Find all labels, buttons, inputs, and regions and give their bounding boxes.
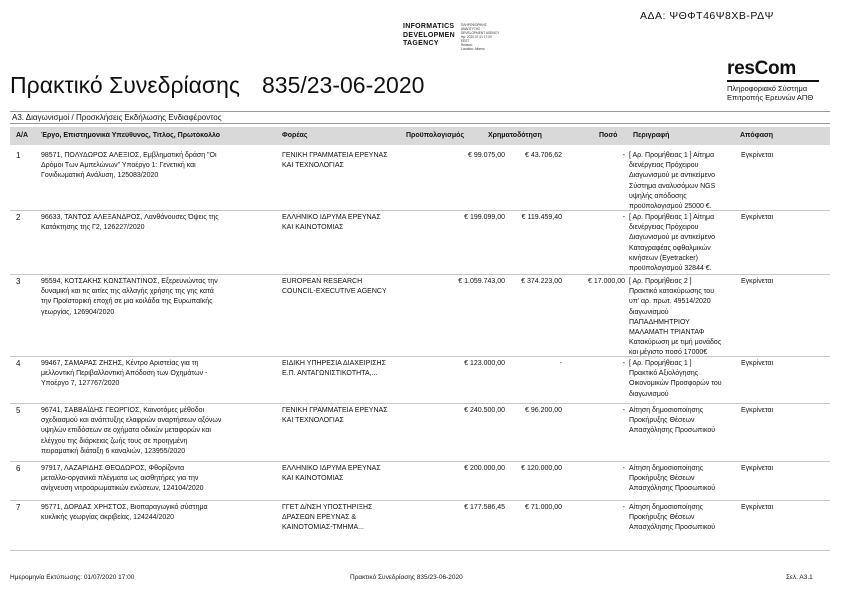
description-line: Προκήρυξης Θέσεων: [629, 514, 695, 522]
description-line: διαγωνισμού: [629, 308, 669, 316]
section-title: Α3. Διαγωνισμοί / Προσκλήσεις Εκδήλωσης Ενδιαφέροντος: [10, 111, 830, 124]
project-title-line: πειραματική διάταξη 6 καναλιών, 123955/2020: [41, 447, 186, 455]
funding-entity: [282, 151, 417, 171]
project-title-line: 96741, ΣΑΒΒΑΪΔΗΣ ΓΕΩΡΓΙΟΣ, Καινοτόμες μέθοδοι: [41, 407, 205, 414]
description-line: προϋπολογισμού 32844 €.: [629, 265, 712, 273]
project-title-line: Γονιδιωματική Ανάλυση, 125083/2020: [41, 172, 159, 180]
project-title: [41, 464, 271, 495]
project-title-line: γεωργίας, 126904/2020: [41, 308, 115, 316]
funding-entity-line: ΚΑΙΝΟΤΟΜΙΑΣ-ΤΜΗΜΑ...: [282, 524, 364, 532]
description-line: και μέγιστο ποσό 17000€: [629, 349, 708, 357]
decision-value: Εγκρίνεται: [741, 214, 774, 221]
funding-entity-line: ΕΙΔΙΚΗ ΥΠΗΡΕΣΙΑ ΔΙΑΧΕΙΡΙΣΗΣ: [282, 360, 386, 367]
project-title-line: 96633, ΤΑΝΤΟΣ ΑΛΕΞΑΝΔΡΟΣ, Λανθάνουσες Όψεις της: [41, 214, 219, 221]
project-title-line: μελλοντική Περιβαλλοντική Απόδοση των Οχημάτων -: [41, 370, 208, 378]
description-line: ΠΑΠΑΔΗΜΗΤΡΙΟΥ: [629, 318, 690, 326]
description-line: προϋπολογισμού 25000 €.: [629, 203, 712, 211]
row-number: 4: [16, 359, 21, 368]
funding-entity: [282, 464, 417, 484]
project-title-line: 97917, ΛΑΖΑΡΙΔΗΣ ΘΕΟΔΩΡΟΣ, Φθορίζοντα: [41, 465, 185, 472]
funding-entity-line: ΚΑΙ ΚΑΙΝΟΤΟΜΙΑΣ: [282, 224, 344, 232]
signature-line: ΠΛΗΡΟΦΟΡΙΚΗΣ: [461, 23, 487, 27]
description-line: Αίτηση δημοσιοποίησης: [629, 465, 704, 472]
project-title: [41, 151, 271, 182]
table-row: [10, 210, 830, 275]
col-decision: Απόφαση: [740, 132, 774, 139]
description-line: Προκήρυξης Θέσεων: [629, 417, 695, 425]
project-title-line: την Προϊστορική εποχή σε μια κοιλάδα της Ευρωπαϊκής: [41, 298, 213, 306]
signature-line: Ημ: 2020.07.01 17:00: [461, 35, 492, 39]
budget-value: € 240.500,00: [464, 407, 505, 414]
col-budget: Προϋπολογισμός: [406, 132, 465, 139]
row-number: 3: [16, 277, 21, 286]
org-line: INFORMATICS: [403, 23, 455, 30]
financing-value: € 374.223,00: [521, 278, 562, 285]
footer-meeting: Πρακτικό Συνεδρίασης 835/23-06-2020: [350, 574, 463, 581]
description-line: Απασχόλησης Προσωπικού: [629, 427, 716, 435]
decision-value: Εγκρίνεται: [741, 504, 774, 511]
decision-value: Εγκρίνεται: [741, 465, 774, 472]
logo-subtitle: [727, 85, 813, 102]
description-line: Απασχόλησης Προσωπικού: [629, 485, 716, 493]
description-line: Καταγραφέας οφθαλμικών: [629, 244, 711, 252]
funding-entity-line: ΕΛΛΗΝΙΚΟ ΙΔΡΥΜΑ ΕΡΕΥΝΑΣ: [282, 214, 381, 221]
page-title: [10, 72, 424, 99]
funding-entity-line: COUNCIL-EXECUTIVE AGENCY: [282, 288, 387, 296]
amount-value: -: [622, 360, 625, 367]
logo-sub-line: Πληροφοριακό Σύστημα: [727, 84, 808, 93]
col-aa: Α/Α: [16, 132, 29, 139]
project-title-line: 99467, ΣΑΜΑΡΑΣ ΖΗΣΗΣ, Κέντρο Αριστείας για τη: [41, 360, 199, 367]
description-line: Αίτηση δημοσιοποίησης: [629, 407, 704, 414]
financing-value: € 119.459,40: [521, 214, 562, 221]
project-title-line: ελέγχου της διάρκειας ζωής τους σε προηγμένη: [41, 437, 188, 445]
org-line: TAGENCY: [403, 40, 439, 47]
budget-value: € 99.075,00: [468, 152, 505, 159]
funding-entity: [282, 503, 417, 534]
amount-value: -: [622, 152, 625, 159]
table-row: [10, 274, 830, 357]
financing-value: € 43.706,62: [525, 152, 562, 159]
project-title: [41, 503, 271, 523]
project-title-line: κυκλικής γεωργίας ακριβείας, 124244/2020: [41, 514, 175, 522]
budget-value: € 1.059.743,00: [458, 278, 505, 285]
funding-entity-line: Ε.Π. ΑΝΤΑΓΩΝΙΣΤΙΚΟΤΗΤΑ,...: [282, 370, 378, 378]
funding-entity-line: EUROPEAN RESEARCH: [282, 278, 363, 285]
col-amount: Ποσό: [599, 132, 618, 139]
description-line: Απασχόλησης Προσωπικού: [629, 524, 716, 532]
amount-value: -: [622, 407, 625, 414]
table-row: [10, 461, 830, 501]
project-title-line: 95594, ΚΟΤΣΑΚΗΣ ΚΩΝΣΤΑΝΤΙΝΟΣ, Εξερευνώντας την: [41, 278, 218, 285]
budget-value: € 177.586,45: [464, 504, 505, 511]
description-line: Οικονομικών Προσφορών του: [629, 380, 722, 388]
amount-value: -: [622, 214, 625, 221]
description: [629, 213, 739, 274]
meeting-number: 835/23-06-2020: [262, 72, 425, 98]
description-line: διενέργειας Πρόχειρου: [629, 162, 699, 170]
description-line: Διαγωνισμού με αντικείμενο: [629, 172, 716, 180]
amount-value: -: [622, 504, 625, 511]
description-line: κινήσεων (Eyetracker): [629, 254, 698, 262]
project-title-line: μεταλλο-οργανικά πλέγματα ως αισθητήρες για την: [41, 475, 199, 483]
row-number: 7: [16, 503, 21, 512]
signature-line: DEVELOPMENT AGENCY: [461, 31, 500, 35]
funding-entity-line: ΔΡΑΣΕΩΝ ΕΡΕΥΝΑΣ &: [282, 514, 357, 522]
footer-print-date: Ημερομηνία Εκτύπωσης: 01/07/2020 17:00: [10, 574, 135, 581]
signature-line: EEST: [461, 39, 470, 43]
description: [629, 151, 739, 212]
row-number: 1: [16, 151, 21, 160]
funding-entity-line: ΚΑΙ ΤΕΧΝΟΛΟΓΙΑΣ: [282, 162, 344, 170]
table-row: [10, 356, 830, 404]
row-number: 2: [16, 213, 21, 222]
table-header: [10, 127, 830, 145]
funding-entity: [282, 277, 417, 297]
description: [629, 464, 739, 495]
col-description: Περιγραφή: [633, 132, 670, 139]
amount-value: € 17.000,00: [588, 278, 625, 285]
description-line: υπ' αρ. πρωτ. 49514/2020: [629, 298, 711, 306]
description-line: [ Αρ. Προμήθειας 1 ]: [629, 360, 692, 367]
description-line: Πρακτικό κατακύρωσης του: [629, 288, 715, 296]
budget-value: € 123.000,00: [464, 360, 505, 367]
project-title-line: Δρόμοι Των Αμπελώνων" Υποέργο 1: Γενετική και: [41, 162, 196, 170]
project-title-line: υψηλών επιδόσεων σε οχήματα οδικών μεταφορών και: [41, 427, 211, 435]
signature-line: Location: Athens: [461, 47, 485, 51]
description-line: [ Αρ. Προμήθειας 1 ] Αίτημα: [629, 214, 715, 221]
logo-sub-line: Επιτροπής Ερευνών ΑΠΘ: [727, 92, 814, 102]
project-title-line: 98571, ΠΟΛΥΔΩΡΟΣ ΑΛΕΞΙΟΣ, Εμβληματική δράση "Οι: [41, 152, 217, 159]
funding-entity: [282, 213, 417, 233]
row-number: 5: [16, 406, 21, 415]
description: [629, 277, 739, 359]
signature-line: Reason:: [461, 43, 473, 47]
table-row: [10, 500, 830, 551]
description-line: [ Αρ. Προμήθειας 2 ]: [629, 278, 692, 285]
col-title: Έργο, Επιστημονικά Υπεύθυνος, Τίτλος, Πρωτόκολλο: [41, 132, 221, 139]
decision-value: Εγκρίνεται: [741, 152, 774, 159]
description-line: [ Αρ. Προμήθειας 1 ] Αίτημα: [629, 152, 715, 159]
description-line: Αίτηση δημοσιοποίησης: [629, 504, 704, 511]
decision-value: Εγκρίνεται: [741, 278, 774, 285]
budget-value: € 199.099,00: [464, 214, 505, 221]
ada-code: ΑΔΑ: ΨΘΦΤ46Ψ8ΧΒ-ΡΔΨ: [640, 10, 774, 22]
funding-entity: [282, 359, 417, 379]
description-line: υψηλής απόδοσης: [629, 192, 687, 200]
financing-value: € 96.200,00: [525, 407, 562, 414]
funding-entity-line: ΓΓΕΤ Δ/ΝΣΗ ΥΠΟΣΤΗΡΙΞΗΣ: [282, 504, 373, 511]
description-line: Διαγωνισμού με αντικείμενο: [629, 234, 716, 242]
org-line: DEVELOPMEN: [403, 31, 456, 39]
project-title-line: Υποέργο 7, 127767/2020: [41, 380, 120, 388]
financing-value: -: [559, 360, 562, 367]
budget-value: € 200.000,00: [464, 465, 505, 472]
description-line: ΜΑΛΑΜΑΤΗ ΤΡΙΑΝΤΑΦ: [629, 329, 705, 337]
funding-entity: [282, 406, 417, 426]
project-title-line: 95771, ΔΟΡΔΑΣ ΧΡΗΣΤΟΣ, Βιοπαραγωγικό σύστημα: [41, 504, 208, 511]
description-line: διαγωνισμού: [629, 390, 669, 398]
funding-entity-line: ΚΑΙ ΚΑΙΝΟΤΟΜΙΑΣ: [282, 475, 344, 483]
financing-value: € 71.000,00: [525, 504, 562, 511]
project-title: [41, 359, 271, 390]
amount-value: -: [622, 465, 625, 472]
description: [629, 406, 739, 437]
title-text: Πρακτικό Συνεδρίασης: [10, 72, 240, 98]
description-line: Πρακτικό Αξιολόγησης: [629, 370, 699, 378]
col-entity: Φορέας: [282, 132, 308, 139]
table-row: [10, 403, 830, 462]
signature-line: ΑΝΑΠΤΥΞΗΣ: [461, 27, 481, 31]
digital-signature-stamp: [461, 23, 499, 51]
table-row: [10, 148, 830, 211]
footer-page: Σελ. Α3.1: [786, 574, 813, 581]
row-number: 6: [16, 464, 21, 473]
project-title-line: ανίχνευση νιτροαρωματικών ενώσεων, 124104/2020: [41, 485, 204, 493]
rescom-logo: resCom: [727, 59, 819, 82]
decision-value: Εγκρίνεται: [741, 360, 774, 367]
description: [629, 503, 739, 534]
description-line: διενέργειας Πρόχειρου: [629, 224, 699, 232]
project-title-line: δυναμική και τις αιτίες της αλλαγής χρήσης της γης κατά: [41, 288, 214, 296]
col-financing: Χρηματοδότηση: [488, 132, 542, 139]
funding-entity-line: ΕΛΛΗΝΙΚΟ ΙΔΡΥΜΑ ΕΡΕΥΝΑΣ: [282, 465, 381, 472]
funding-entity-line: ΓΕΝΙΚΗ ΓΡΑΜΜΑΤΕΙΑ ΕΡΕΥΝΑΣ: [282, 152, 388, 159]
funding-entity-line: ΚΑΙ ΤΕΧΝΟΛΟΓΙΑΣ: [282, 417, 344, 425]
project-title: [41, 277, 271, 318]
description-line: Σύστημα αναλυσόμων NGS: [629, 182, 716, 190]
description: [629, 359, 739, 400]
description-line: Κατακύρωση με τιμή μονάδος: [629, 339, 722, 347]
project-title-line: σχεδιασμού και ανάπτυξης ελαφριών αναρτήσεων αξόνων: [41, 417, 222, 425]
project-title: [41, 406, 271, 457]
project-title-line: Κατάκτησης της Γ2, 126227/2020: [41, 224, 145, 232]
decision-value: Εγκρίνεται: [741, 407, 774, 414]
funding-entity-line: ΓΕΝΙΚΗ ΓΡΑΜΜΑΤΕΙΑ ΕΡΕΥΝΑΣ: [282, 407, 388, 414]
project-title: [41, 213, 271, 233]
financing-value: € 120.000,00: [521, 465, 562, 472]
description-line: Προκήρυξης Θέσεων: [629, 475, 695, 483]
org-name: [403, 23, 455, 49]
